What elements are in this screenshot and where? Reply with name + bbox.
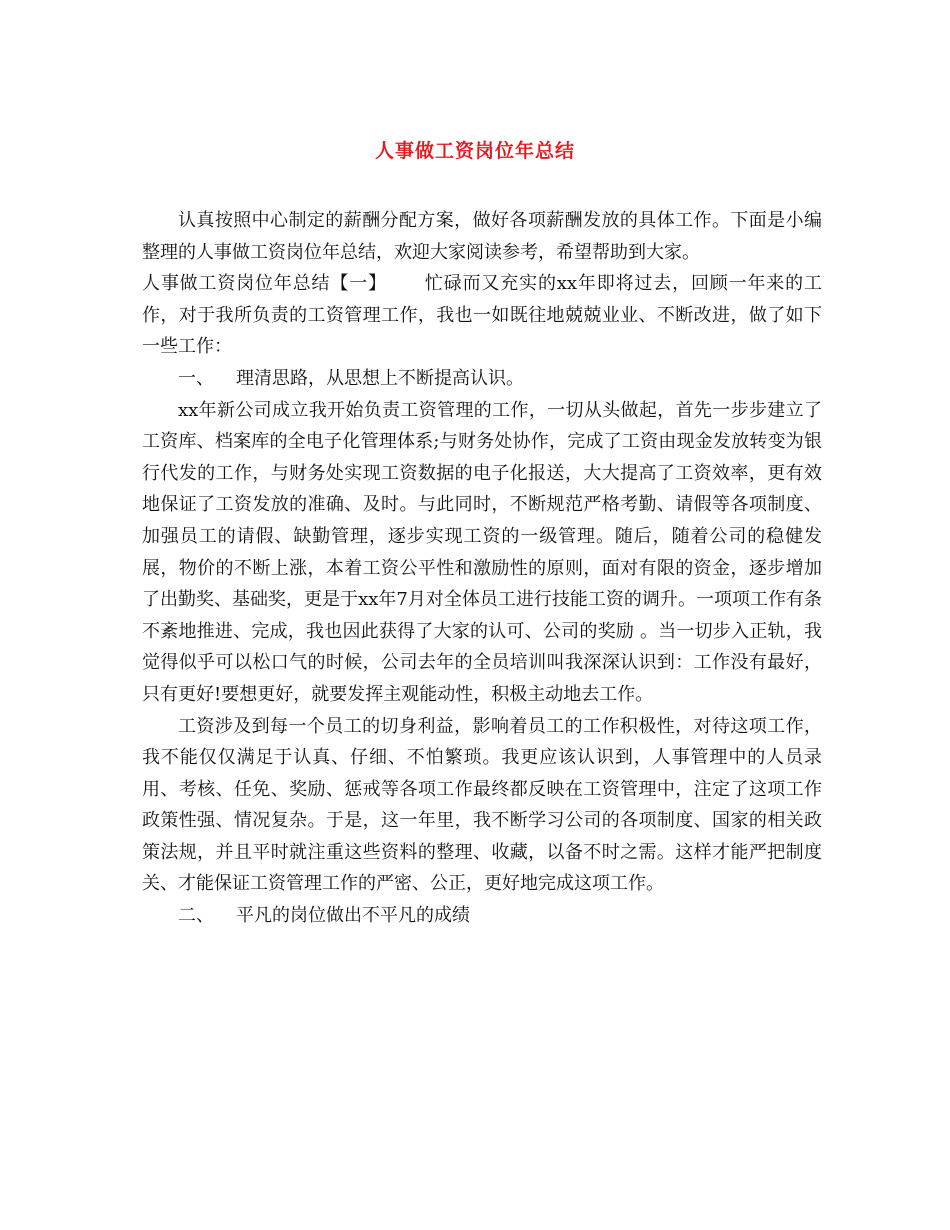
paragraph-one: xx年新公司成立我开始负责工资管理的工作，一切从头做起，首先一步步建立了工资库、档案库的全电子化管理体系;与财务处协作，完成了工资由现金发放转变为银行代发的工作，与财务处实现工资数据的电子化报送，大大提高了工资效率，更有效地保证了工资发放的准确、及时。与此同时，不断规范严格考勤、请假等各项制度、加强员工的请假、缺勤管理，逐步实现工资的一级管理。随后，随着公司的稳健发展，物价的不断上涨，本着工资公平性和激励性的原则，面对有限的资金，逐步增加了出勤奖、基础奖，更是于xx年7月对全体员工进行技能工资的调升。一项项工作有条不紊地推进、完成，我也因此获得了大家的认可、公司的奖励 。当一切步入正轨，我觉得似乎可以松口气的时候，公司去年的全员培训叫我深深认识到：工作没有最好，只有更好!要想更好，就要发挥主观能动性，积极主动地去工作。 [142, 399, 822, 705]
section-text: 忙碌而又充实的xx年即将过去，回顾一年来的工作，对于我所负责的工资管理工作，我也一如既往地兢兢业业、不断改进，做了如下一些工作： [142, 273, 822, 358]
paragraph-two: 工资涉及到每一个员工的切身利益，影响着员工的工作积极性，对待这项工作，我不能仅仅满足于认真、仔细、不怕繁琐。我更应该认识到，人事管理中的人员录用、考核、任免、奖励、惩戒等各项工作最终都反映在工资管理中，注定了这项工作政策性强、情况复杂。于是，这一年里，我不断学习公司的各项制度、国家的相关政策法规，并且平时就注重这些资料的整理、收藏，以备不时之需。这样才能严把制度关、才能保证工资管理工作的严密、公正，更好地完成这项工作。 [142, 715, 822, 895]
heading-two-number: 二、 [178, 905, 214, 927]
heading-two-text: 平凡的岗位做出不平凡的成绩 [236, 905, 470, 927]
heading-one [142, 363, 822, 395]
heading-one-text: 理清思路，从思想上不断提高认识。 [236, 367, 524, 389]
section-label: 人事做工资岗位年总结【一】 [142, 273, 387, 295]
heading-two [142, 900, 822, 932]
heading-one-number: 一、 [178, 367, 214, 389]
section-paragraph [142, 268, 822, 363]
document-body [142, 205, 822, 932]
intro-paragraph: 认真按照中心制定的薪酬分配方案，做好各项薪酬发放的具体工作。下面是小编整理的人事做工资岗位年总结，欢迎大家阅读参考，希望帮助到大家。 [142, 210, 822, 263]
document-title: 人事做工资岗位年总结 [374, 140, 575, 162]
